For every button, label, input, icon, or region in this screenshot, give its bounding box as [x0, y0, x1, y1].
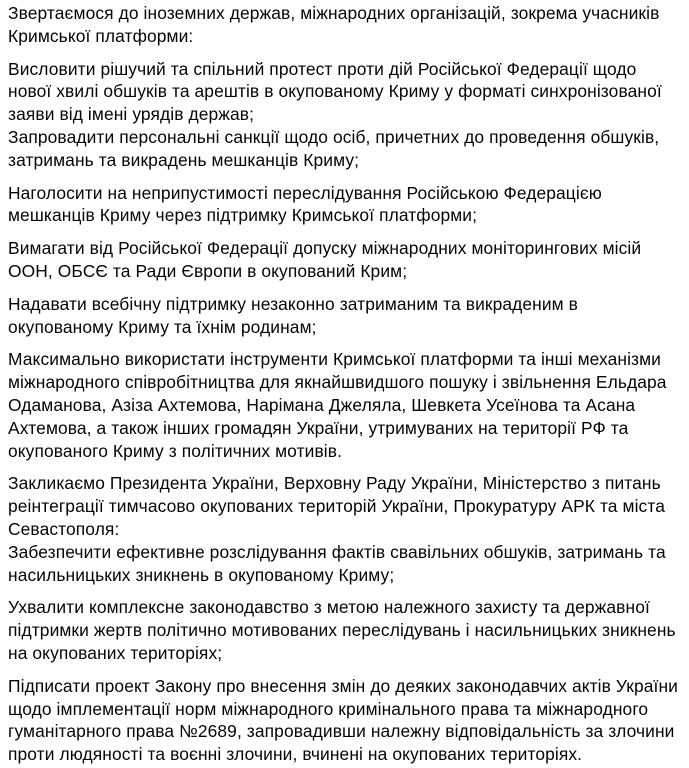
paragraph-protest-and-sanctions: Висловити рішучий та спільний протест проти дій Російської Федерації щодо нової хвилі обшуків та арештів в окупованому Криму у форматі синхронізованої заяви від імені урядів держав; Запровадити персональні санкції щодо осіб, причетних до проведення обшуків, затримань та викрадень мешканців Криму; [8, 58, 662, 170]
paragraph-support-detained: Надавати всебічну підтримку незаконно затриманим та викраденим в окупованому Криму та їхнім родинам; [8, 293, 579, 337]
paragraph-draft-law: Підписати проект Закону про внесення змін до деяких законодавчих актів України щодо імплементації норм міжнародного кримінального права та міжнародного гуманітарного права №2689, запровадивши належну відповідальність за злочини проти людяності та воєнні злочини, вчинені на окупованих територіях. [8, 675, 678, 765]
paragraph-legislation: Ухвалити комплексне законодавство з метою належного захисту та державної підтримки жертв політично мотивованих переслідувань і насильницьких зникнень на окупованих територіях; [8, 597, 676, 663]
paragraph-release-prisoners: Максимально використати інструменти Кримської платформи та інші механізми міжнародного співробітництва для якнайшвидшого пошуку і звільнення Ельдара Одаманова, Азіза Ахтемова, Нарімана Джеляла, Шевкета Усеїнова та Асана Ахтемова, а також інших громадян України, утримуваних на території РФ та окупованого Криму з політичних мотивів. [8, 349, 667, 461]
paragraph-monitoring-missions: Вимагати від Російської Федерації допуску міжнародних моніторингових місій ООН, ОБСЄ та Ради Європи в окупований Крим; [8, 238, 642, 281]
paragraph-appeal-foreign-states: Звертаємося до іноземних держав, міжнародних організацій, зокрема учасників Кримської платформи: [8, 3, 660, 46]
paragraph-persecution: Наголосити на неприпустимості переслідування Російською Федерацією мешканців Криму через підтримку Кримської платформи; [8, 182, 602, 226]
paragraph-appeal-authorities: Закликаємо Президента України, Верховну Раду України, Міністерство з питань реінтеграції тимчасово окупованих територій України, Прокуратуру АРК та міста Севастополя: Забезпечити ефективне розслідування фактів свавільних обшуків, затримань та насильницьких зникнень в окупованому Криму; [8, 473, 666, 585]
